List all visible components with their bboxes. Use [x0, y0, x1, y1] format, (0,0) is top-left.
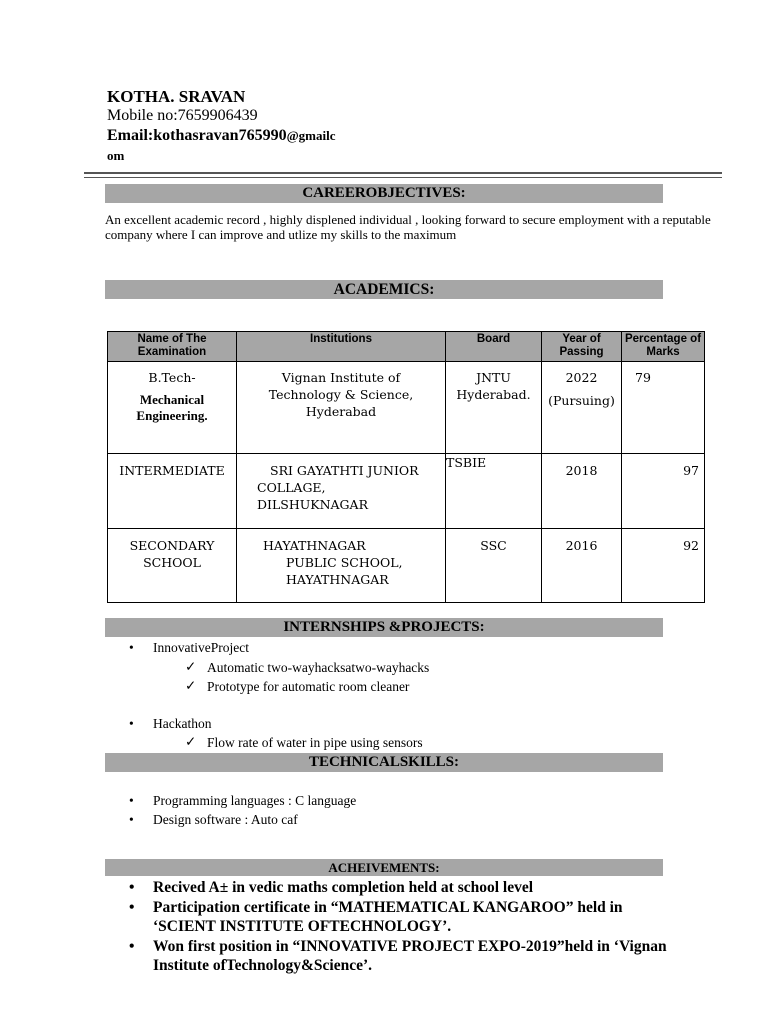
list-item: • Programming languages : C language [129, 792, 689, 811]
year-value: 2022 [565, 370, 598, 385]
list-item: ✓ Flow rate of water in pipe using sensors [185, 733, 689, 753]
board-cell: TSBIE [446, 454, 542, 529]
list-item: • Won first position in “INNOVATIVE PROJECT EXPO-2019”held in ‘Vignan Institute ofTechnology&Science’. [129, 937, 669, 976]
institution-line: HAYATHNAGAR [263, 538, 366, 553]
exam-name: SCHOOL [143, 555, 201, 570]
email-address [107, 127, 336, 145]
academics-heading: ACADEMICS: [105, 280, 663, 299]
table-row [108, 362, 705, 454]
candidate-name: KOTHA. SRAVAN [107, 87, 246, 106]
board-cell: SSC [446, 529, 542, 603]
exam-cell: INTERMEDIATE [108, 454, 237, 529]
list-item: • Recived A± in vedic maths completion held at school level [129, 878, 669, 898]
table-header-row [108, 332, 705, 362]
marks-cell: 97 [622, 454, 705, 529]
column-header: Year of Passing [542, 332, 622, 362]
institution-cell [237, 454, 446, 529]
career-objectives-text: An excellent academic record , highly displened individual , looking forward to secure employment with a reputable company where I can improve and utlize my skills to the maximum [105, 212, 711, 242]
internships-heading: INTERNSHIPS &PROJECTS: [105, 618, 663, 637]
table-row [108, 454, 705, 529]
academics-table [107, 331, 705, 603]
mobile-number: Mobile no:7659906439 [107, 107, 258, 124]
year-cell [542, 362, 622, 454]
institution-cell: Vignan Institute of Technology & Science, Hyderabad [237, 362, 446, 454]
table-row [108, 529, 705, 603]
list-item [129, 714, 689, 753]
institution-line: HAYATHNAGAR [286, 572, 389, 587]
institution-cell [237, 529, 446, 603]
achievements-heading: ACHEIVEMENTS: [105, 859, 663, 876]
list-item [129, 638, 689, 697]
year-cell: 2018 [542, 454, 622, 529]
internships-list [129, 638, 689, 753]
email-domain: @gmailc [286, 128, 336, 143]
exam-branch: Mechanical Engineering. [136, 392, 208, 423]
skills-list [129, 792, 689, 829]
exam-cell [108, 362, 237, 454]
sub-list [185, 733, 689, 753]
exam-name: B.Tech- [148, 370, 196, 385]
internship-title: Hackathon [153, 715, 212, 731]
exam-name: SECONDARY [129, 538, 215, 553]
career-objectives-heading: CAREEROBJECTIVES: [105, 184, 663, 203]
divider-line [84, 177, 722, 178]
technical-skills-heading: TECHNICALSKILLS: [105, 753, 663, 772]
institution-line: PUBLIC SCHOOL, [286, 555, 403, 570]
internship-title: InnovativeProject [153, 640, 249, 655]
marks-cell: 79 [622, 362, 705, 454]
column-header: Institutions [237, 332, 446, 362]
list-item: • Design software : Auto caf [129, 811, 689, 830]
column-header: Board [446, 332, 542, 362]
email-main: Email:kothasravan765990 [107, 127, 287, 144]
exam-cell [108, 529, 237, 603]
year-note: (Pursuing) [548, 393, 615, 408]
institution-line: DILSHUKNAGAR [257, 497, 368, 512]
divider-line [84, 172, 722, 174]
column-header: Percentage of Marks [622, 332, 705, 362]
institution-line: SRI GAYATHTI JUNIOR [270, 463, 419, 478]
achievements-list [129, 878, 669, 976]
list-item: ✓ Automatic two-wayhacksatwo-wayhacks [185, 658, 689, 678]
list-item: • Participation certificate in “MATHEMATICAL KANGAROO” held in ‘SCIENT INSTITUTE OFTECHNOLOGY’. [129, 898, 669, 937]
sub-list [185, 658, 689, 697]
marks-cell: 92 [622, 529, 705, 603]
institution-line: COLLAGE, [257, 480, 326, 495]
email-tail: om [107, 148, 125, 163]
year-cell: 2016 [542, 529, 622, 603]
list-item: ✓ Prototype for automatic room cleaner [185, 677, 689, 697]
column-header: Name of The Examination [108, 332, 237, 362]
board-cell: JNTU Hyderabad. [446, 362, 542, 454]
